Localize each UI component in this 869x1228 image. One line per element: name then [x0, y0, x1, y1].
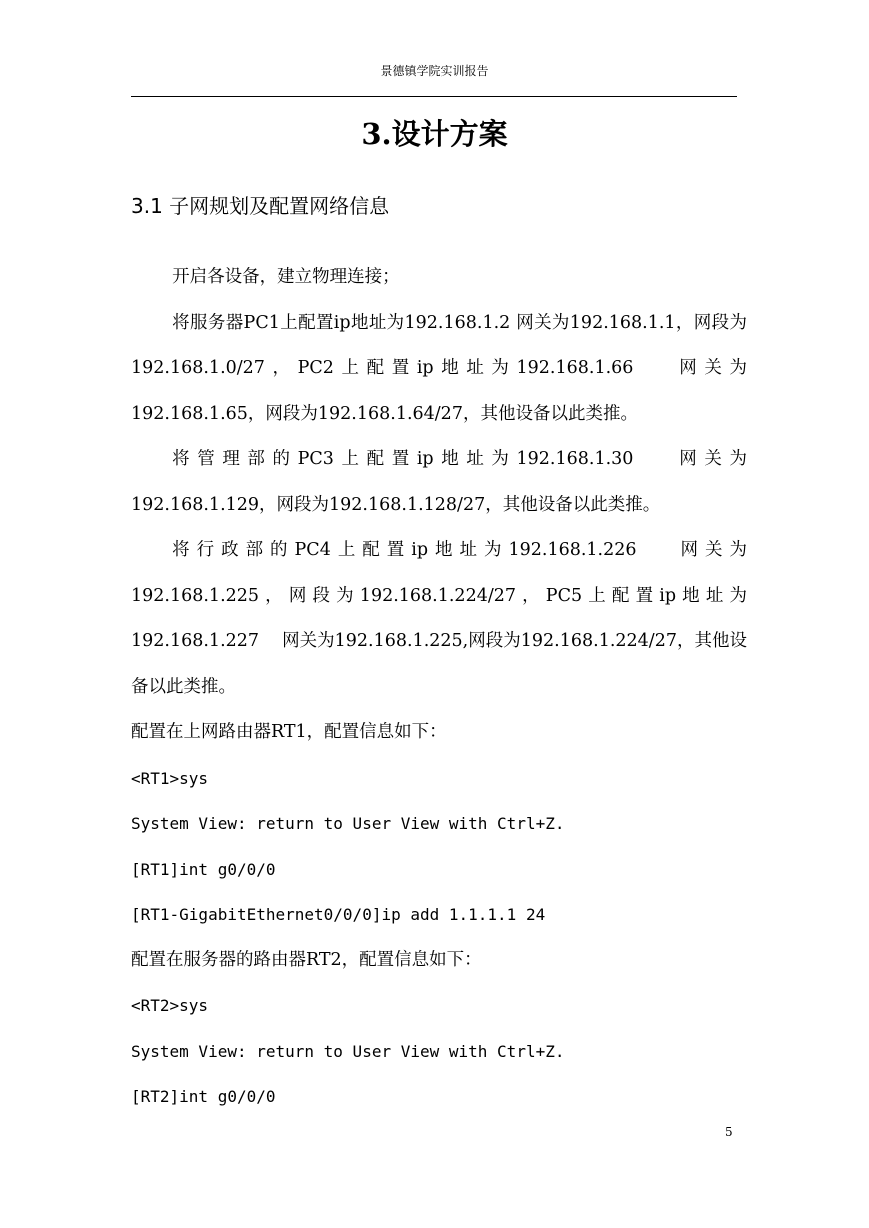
section-heading: 3.1 子网规划及配置网络信息	[131, 194, 390, 218]
paragraph-admin-pc: 将行政部的PC4上配置ip地址为192.168.1.226 网关为192.168.1.225，网段为192.168.1.224/27，PC5上配置ip地址为192.168.1.227 网关为192.168.1.225,网段为192.168.1.224/27，其他设备以此类推。	[131, 540, 747, 697]
chapter-title: 3.设计方案	[361, 117, 508, 151]
rt2-config-line: <RT2>sys	[131, 996, 209, 1015]
paragraph-connect: 开启各设备，建立物理连接；	[172, 267, 400, 287]
rt1-config-line: [RT1]int g0/0/0	[131, 859, 276, 879]
rt1-config-line: <RT1>sys	[131, 768, 209, 788]
rt2-config-intro: 配置在服务器的路由器RT2，配置信息如下：	[131, 949, 482, 970]
paragraph-management-pc: 将管理部的PC3上配置ip地址为192.168.1.30 网关为192.168.1.129，网段为192.168.1.128/27，其他设备以此类推。	[131, 449, 747, 515]
rt1-config-line: System View: return to User View with Ctrl+Z.	[131, 814, 565, 833]
header-divider	[131, 96, 737, 97]
rt2-config-line: [RT2]int g0/0/0	[131, 1087, 276, 1106]
body-text	[131, 255, 747, 1120]
rt1-config-line: [RT1-GigabitEthernet0/0/0]ip add 1.1.1.1 24	[131, 905, 546, 924]
paragraph-server-pc: 将服务器PC1上配置ip地址为192.168.1.2 网关为192.168.1.1，网段为192.168.1.0/27，PC2上配置ip地址为192.168.1.66 网关为192.168.1.65，网段为192.168.1.64/27，其他设备以此类推。	[131, 312, 747, 424]
page-number: 5	[725, 1125, 733, 1139]
rt2-config-line: System View: return to User View with Ctrl+Z.	[131, 1041, 565, 1061]
page-header: 景德镇学院实训报告	[380, 64, 489, 78]
rt1-config-intro: 配置在上网路由器RT1，配置信息如下：	[131, 722, 447, 742]
